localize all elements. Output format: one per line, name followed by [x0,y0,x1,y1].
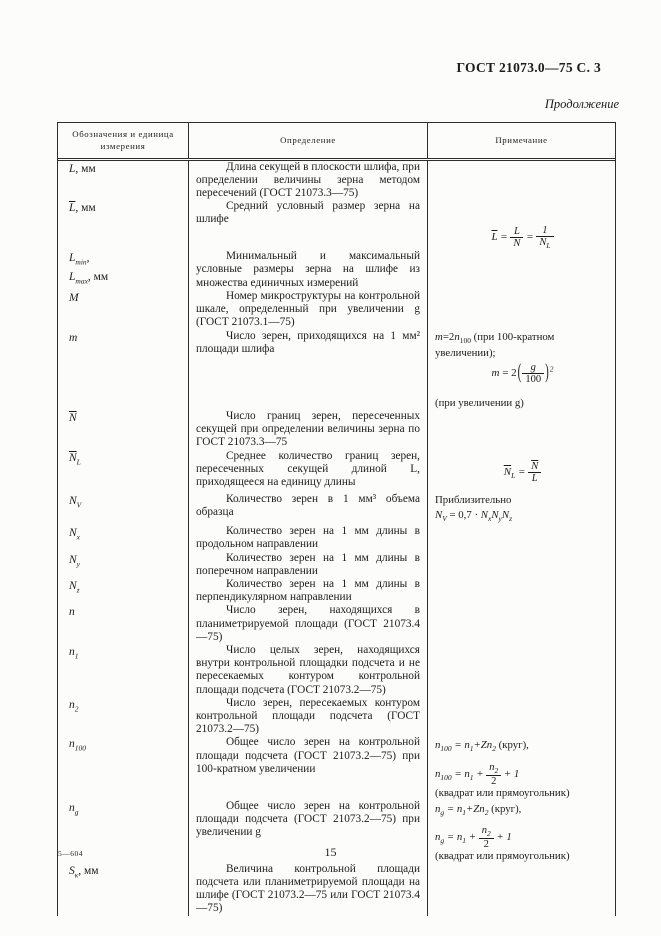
formula-grains-per-volume: $N_V = 0,7 \cdot N_xN_yN_z$ [435,509,512,524]
definition-cell [189,450,428,493]
symbol: $L_{max}$, мм [69,270,109,285]
formula-n100-circle: $n_{100} = n_1+Zn_2$ (круг), [435,739,529,754]
definition-text: Количество зерен в 1 мм³ объема образца [196,493,420,519]
symbol: $\overline{N}$ [69,412,77,425]
definition-text: Число целых зерен, находящихся внутри контрольной площадки подсчета и не пересекаемых контуром контрольной площади подсчета (ГОСТ 21073.2—75) [196,644,420,696]
definition-text: Общее число зерен на контрольной площади подсчета (ГОСТ 21073.2—75) при увеличении g [196,799,420,838]
formula-ng-square: $n_g = n_1$ + $\frac{n_2}{2}$ + 1 [435,824,512,850]
header-cell-designation: Обозначения и единица измерения [58,123,189,158]
definition-cell [189,525,428,551]
symbol-cell [58,697,189,737]
note-cell [428,697,615,737]
symbol-cell [58,644,189,697]
symbols-table [57,122,616,916]
header-cell-definition: Определение [189,123,428,158]
definition-text: Длина секущей в плоскости шлифа, при определении величины зерна методом пересечений (ГОСТ 21073.3—75) [196,160,420,200]
formula-n100-square: $n_{100} = n_1$ + $\frac{n_2}{2}$ + 1 [435,761,520,787]
symbol-cell [58,290,189,330]
table-row [58,250,615,290]
definition-cell [189,330,428,410]
note-text: $m=2n_{100}$ (при 100-кратном увеличении); [435,330,555,359]
table-row [58,604,615,644]
page-number: 15 [324,845,337,859]
note-cell [428,200,615,250]
note-text: (квадрат или прямоугольник) [435,849,570,862]
symbol-cell [58,161,189,201]
symbol: $N_y$ [69,553,81,568]
formula-mean-grain-size: $\overline{L}$ = $\frac{L}{N}$ = $\frac{1}{N_L}$ [435,225,610,250]
table-header-row [58,123,615,161]
continuation-label: Продолжение [544,97,619,111]
note-text: (при увеличении g) [435,397,524,410]
symbol-cell [58,330,189,410]
symbol-cell [58,552,189,578]
table-row [58,697,615,737]
symbol-cell [58,604,189,644]
definition-text: Количество зерен на 1 мм длины в перпендикулярном направлении [196,577,420,604]
table-row [58,493,615,525]
table-row [58,450,615,493]
symbol: $N_z$ [69,579,80,595]
symbol: $S_к$, мм [69,864,99,879]
table-row [58,863,615,916]
symbol: $\overline{N}_L$ [69,452,81,467]
formula-boundaries-per-length: $\overline{N}_L$ = $\frac{\overline{N}}{L}$ [435,461,610,484]
note-cell [428,330,615,410]
definition-text: Число границ зерен, пересеченных секущей при определении величины зерна по ГОСТ 21073.3—75 [196,410,420,449]
definition-text: Номер микроструктуры на контрольной шкале, определенный при увеличении g (ГОСТ 21073.1—75) [196,289,420,329]
symbol-cell [58,410,189,450]
table-row [58,290,615,330]
definition-text: Число зерен, находящихся в планиметрируемой площади (ГОСТ 21073.4—75) [196,604,420,643]
note-cell [428,604,615,644]
note-cell [428,525,615,551]
symbol-cell [58,578,189,604]
note-cell [428,578,615,604]
symbol: $N_V$ [69,495,82,510]
definition-cell [189,200,428,250]
note-cell [428,493,615,525]
definition-text: Минимальный и максимальный условные размеры зерна на шлифе из множества единичных измерений [196,250,420,289]
symbol-cell [58,863,189,916]
table-row [58,200,615,250]
definition-text: Среднее количество границ зерен, пересеченных секущей длиной L, приходящееся на единицу длины [196,450,420,489]
definition-text: Общее число зерен на контрольной площади подсчета (ГОСТ 21073.2—75) при 100-кратном увеличении [196,736,420,775]
symbol: n [69,606,75,619]
symbol: $N_x$ [69,527,81,542]
definition-cell [189,250,428,290]
definition-cell [189,161,428,201]
table-row [58,161,615,201]
symbol-cell [58,525,189,551]
definition-cell [189,644,428,697]
definition-cell [189,697,428,737]
symbol: $\overline{L}$, мм [69,202,96,215]
symbol: $n_{100}$ [69,738,86,753]
definition-text: Количество зерен на 1 мм длины в поперечном направлении [196,551,420,577]
table-row [58,552,615,578]
symbol-cell [58,200,189,250]
formula-grains-per-mm2: m = 2( $\frac{g}{100}$ )$^2$ [491,361,554,385]
symbol-cell [58,250,189,290]
note-text: Приблизительно [435,494,512,507]
definition-cell [189,410,428,450]
definition-cell [189,736,428,799]
definition-cell [189,290,428,330]
note-cell [428,863,615,916]
symbol: $n_2$ [69,698,79,714]
header-cell-note: Примечание [495,135,548,146]
doc-reference: ГОСТ 21073.0—75 С. 3 [456,60,601,75]
note-cell [428,250,615,290]
note-cell [428,450,615,493]
formula-ng-circle: $n_g = n_1+Zn_2$ (круг), [435,802,522,817]
definition-cell [189,578,428,604]
definition-cell [189,493,428,525]
note-cell [428,290,615,330]
note-cell [428,161,615,201]
note-text: (квадрат или прямоугольник) [435,786,570,799]
note-cell [428,552,615,578]
note-cell [428,410,615,450]
symbol-cell [58,493,189,525]
symbol: $n_g$ [69,801,79,816]
table-row [58,525,615,551]
print-order-number: 5—604 [58,849,83,858]
definition-text: Количество зерен на 1 мм длины в продольном направлении [196,525,420,551]
table-row [58,410,615,450]
definition-cell [189,552,428,578]
symbol: m [69,331,78,344]
symbol-cell [58,736,189,799]
table-row [58,644,615,697]
note-cell [428,736,615,799]
note-cell [428,644,615,697]
definition-text: Число зерен, пересекаемых контуром контрольной площади подсчета (ГОСТ 21073.2—75) [196,696,420,736]
symbol: $n_1$ [69,646,79,661]
symbol: L, мм [69,162,96,175]
table-row [58,578,615,604]
definition-text: Средний условный размер зерна на шлифе [196,200,420,226]
definition-text: Величина контрольной площади подсчета или планиметрируемой площади на шлифе (ГОСТ 21073.2—75 или ГОСТ 21073.4—75) [196,862,420,915]
symbol-cell [58,450,189,493]
definition-cell [189,604,428,644]
table-row [58,330,615,410]
table-row [58,736,615,799]
definition-cell [189,863,428,916]
definition-text: Число зерен, приходящихся на 1 мм² площади шлифа [196,329,420,356]
symbol: $L_{min}$, [69,252,90,267]
symbol: M [69,291,79,304]
